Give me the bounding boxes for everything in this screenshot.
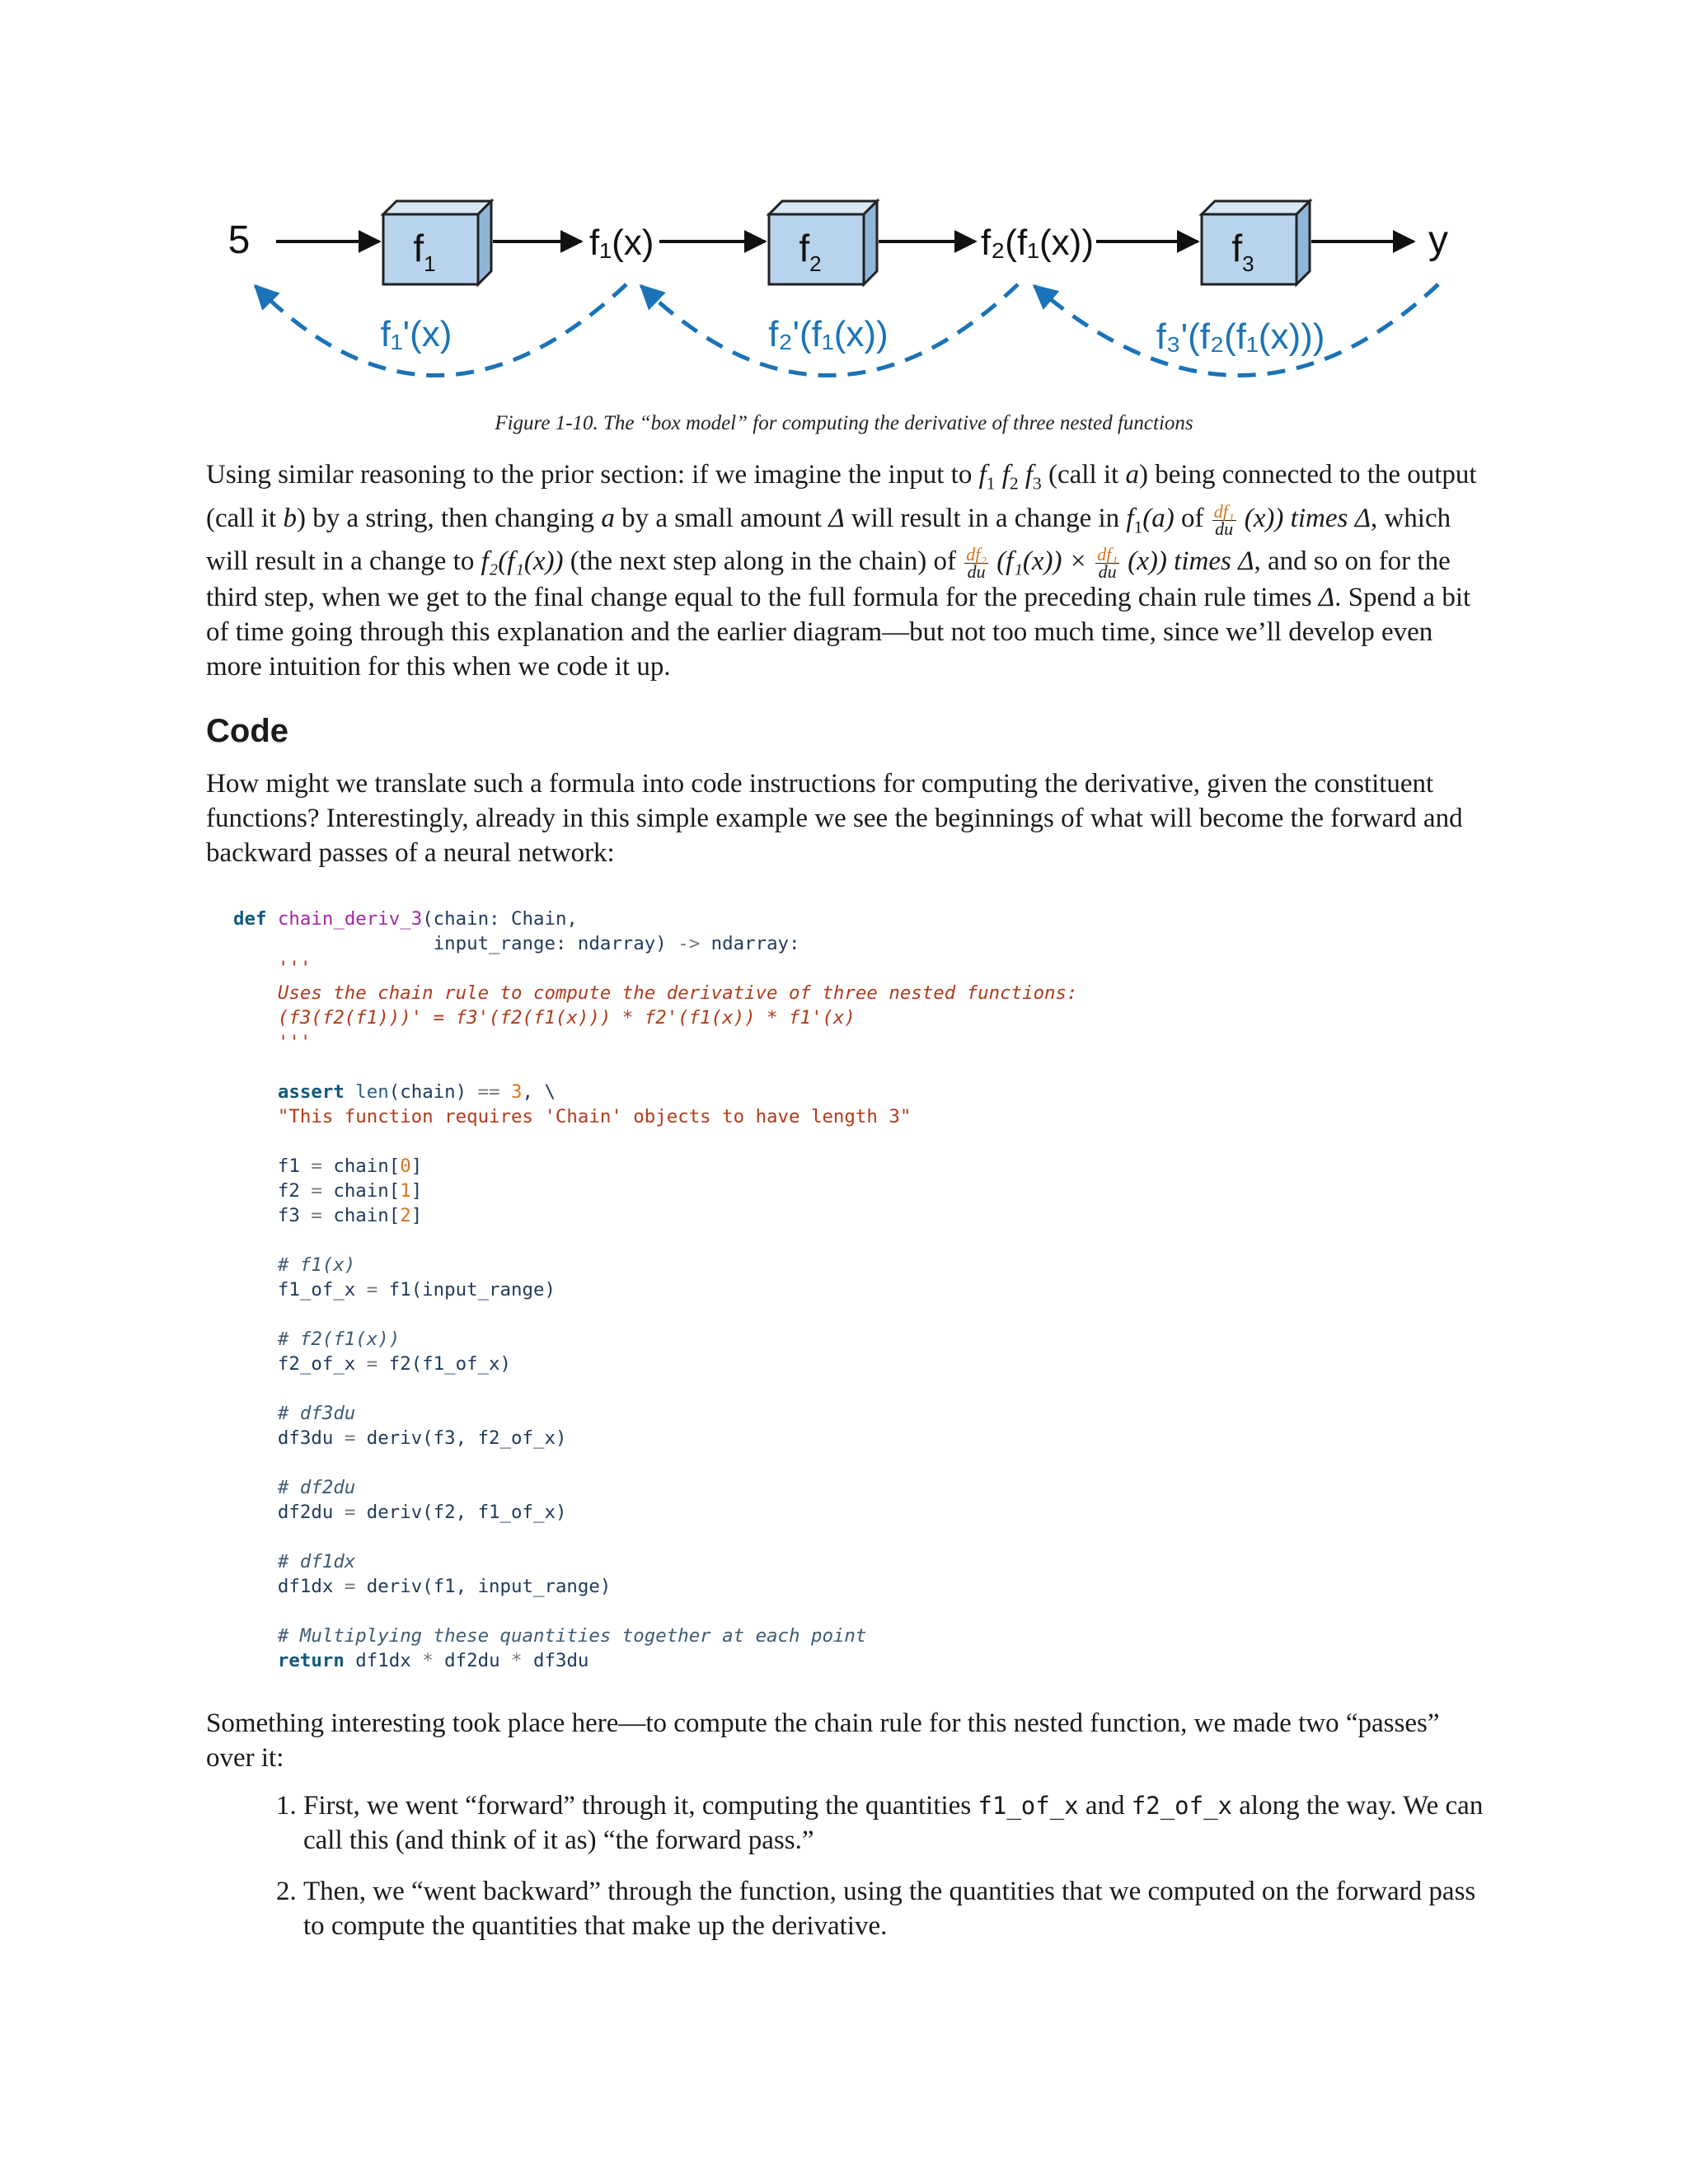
code-line: "This function requires 'Chain' objects to have length 3" <box>277 1106 912 1127</box>
code-line: f2 = chain[1] <box>233 1180 423 1202</box>
box-model-diagram <box>214 185 1467 424</box>
code-line: # Multiplying these quantities together at each point <box>233 1625 867 1647</box>
svg-text:f1: $f_1$ <box>413 227 436 276</box>
inline-code: f1_of_x <box>978 1792 1079 1820</box>
steps-list <box>272 1788 1490 1960</box>
list-item: 2. Then, we “went backward” through the function, using the quantities that we computed on the forward pass to compute the quantities that make up the derivative. <box>303 1874 1490 1943</box>
code-intro-paragraph: How might we translate such a formula into code instructions for computing the derivative, given the constituent functions? Interestingly, already in this simple example we see the beginnings of what will become the forward and backward passes of a neural network: <box>206 769 1463 868</box>
code-line <box>233 1451 1078 1475</box>
function-box-f3 <box>1202 201 1310 284</box>
code-line: # df1dx <box>233 1551 356 1572</box>
code-line: df1dx = deriv(f1, input_range) <box>233 1576 612 1597</box>
function-box-f2 <box>769 201 877 284</box>
code-line <box>233 1525 1078 1549</box>
f2-output-label: f₂(f₁(x)) <box>981 223 1094 263</box>
code-line: return df1dx * df2du * df3du <box>277 1650 589 1671</box>
code-line: assert len(chain) == 3, \ <box>277 1081 556 1103</box>
code-line <box>233 1129 1078 1154</box>
code-line <box>233 1376 1078 1401</box>
code-line: ''' <box>233 958 312 979</box>
code-line: # f2(f1(x)) <box>233 1329 401 1350</box>
fraction-df2-du: $\frac{\text{df₂}}{du}$ <box>966 544 987 583</box>
deriv-label-3: f₃'(f₂(f₁(x))) <box>1156 316 1325 357</box>
code-line: f3 = chain[2] <box>233 1205 423 1226</box>
code-line: f1_of_x = f1(input_range) <box>233 1279 556 1301</box>
code-line: df3du = deriv(f3, f2_of_x) <box>233 1427 567 1449</box>
code-line: # df3du <box>233 1403 356 1424</box>
svg-text:f2: $f_2$ <box>799 227 822 276</box>
intro-paragraph: Using similar reasoning to the prior section: if we imagine the input to $f_1$ $f_2$ $f_3$ (call it a) being connected to the output (call it b) by a string, then changing a by a small amount Δ will result in a change in $f_1(a)$ of $\frac{\text{df₁}}{du}$ (x)) times Δ, which will result in a change to f₂(f₁(x)) (the next step along in the chain) of $\frac{\text{df₂}}{du}$ (f₁(x)) × $\frac{\text{df₁}}{du}$ (x)) times Δ, and so on for the third step, when we get to the final change equal to the full formula for the preceding chain rule times Δ. Spend a bit of time going through this explanation and the earlier diagram—but not too much time, since we’ll develop even more intuition for this when we code it up. <box>206 460 1477 682</box>
list-item: 1. First, we went “forward” through it, computing the quantities f1_of_x and f2_of_x along the way. We can call this (and think of it as) “the forward pass.” <box>303 1788 1490 1858</box>
code-line: f2_of_x = f2(f1_of_x) <box>233 1353 512 1375</box>
code-line: (f3(f2(f1)))' = f3'(f2(f1(x))) * f2'(f1(x)) * f1'(x) <box>233 1007 856 1029</box>
f1-output-label: f₁(x) <box>589 223 654 263</box>
fraction-df1-du: $\frac{\text{df₁}}{du}$ <box>1213 500 1235 539</box>
code-line <box>233 1228 1078 1253</box>
deriv-label-2: f₂'(f₁(x)) <box>768 314 889 354</box>
code-line <box>233 1055 1078 1080</box>
input-label: 5 <box>227 218 251 262</box>
svg-text:f3: $f_3$ <box>1231 227 1254 276</box>
code-line: ''' <box>233 1032 312 1053</box>
function-box-f1 <box>383 201 491 284</box>
code-line: # df2du <box>233 1477 356 1498</box>
figure-caption: Figure 1-10. The “box model” for computing the derivative of three nested functions <box>495 412 1193 434</box>
code-line: # f1(x) <box>233 1254 356 1276</box>
output-label: y <box>1428 218 1448 262</box>
code-line <box>233 1302 1078 1327</box>
inline-code: f2_of_x <box>1131 1792 1233 1820</box>
code-block <box>233 907 1078 1673</box>
code-line: def chain_deriv_3(chain: Chain, <box>233 908 578 930</box>
code-line: df2du = deriv(f2, f1_of_x) <box>233 1502 567 1523</box>
fraction-df1-du-2: $\frac{\text{df₁}}{du}$ <box>1097 544 1118 583</box>
section-heading: Code <box>206 713 288 749</box>
code-line: input_range: ndarray) -> ndarray: <box>233 933 800 954</box>
code-line: f1 = chain[0] <box>233 1155 423 1177</box>
deriv-label-1: f₁'(x) <box>380 314 452 354</box>
code-line: Uses the chain rule to compute the derivative of three nested functions: <box>233 982 1078 1004</box>
code-line <box>233 1599 1078 1624</box>
outro-paragraph: Something interesting took place here—to compute the chain rule for this nested function, we made two “passes” over it: <box>206 1708 1440 1773</box>
